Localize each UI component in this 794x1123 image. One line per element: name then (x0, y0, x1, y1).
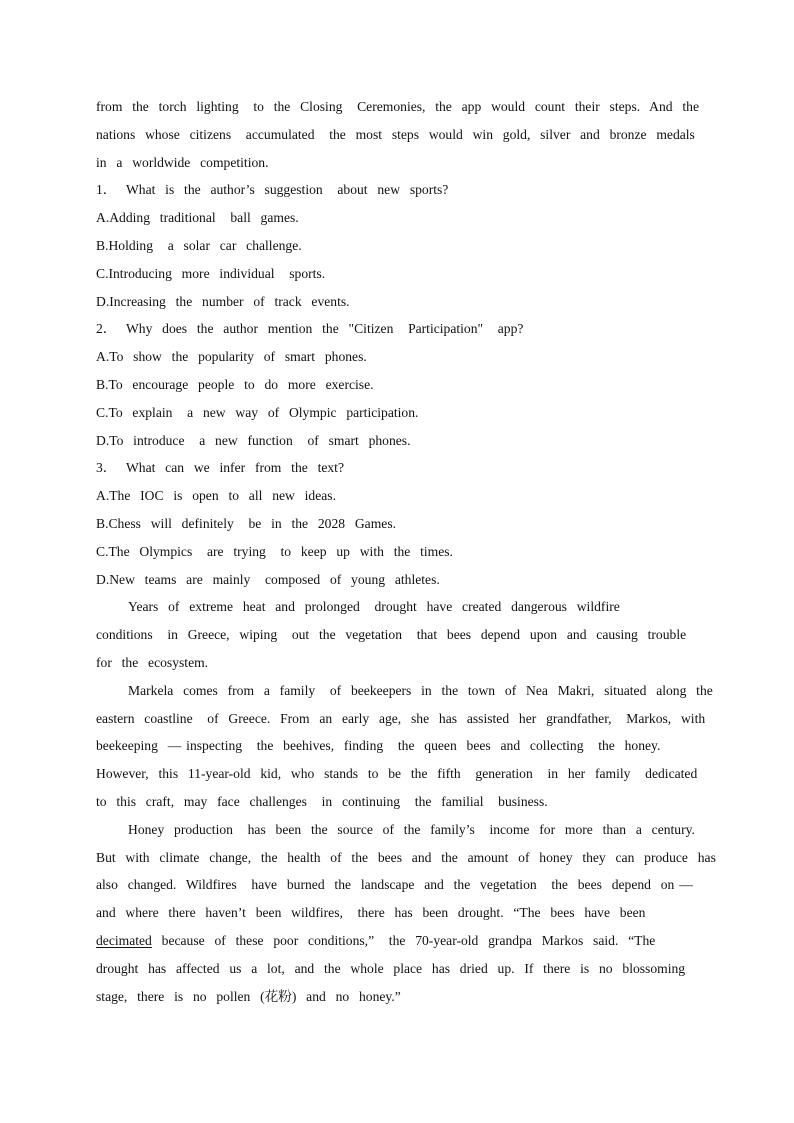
document-page (96, 93, 716, 1010)
question-stem: 3． What can we infer from the text? (96, 460, 344, 476)
option-c: C.The Olympics are trying to keep up with the times. (96, 543, 453, 559)
option-c: C.Introducing more individual sports. (96, 265, 326, 281)
passage1-tail (96, 93, 706, 176)
text-line: and where there haven’t been wildfires, there has been drought. “The bees have been (96, 905, 646, 921)
option-b: B.Holding a solar car challenge. (96, 237, 302, 253)
passage2-paragraph-3 (96, 816, 716, 1011)
text-line: Honey production has been the source of the family’s income for more than a century. (128, 821, 695, 837)
text-line: in a worldwide competition. (96, 154, 269, 170)
question-3 (96, 454, 706, 593)
option-a: A.To show the popularity of smart phones. (96, 349, 367, 365)
text-line: drought has affected us a lot, and the whole place has dried up. If there is no blossoming (96, 960, 686, 976)
text-line: But with climate change, the health of the bees and the amount of honey they can produce has (96, 849, 716, 865)
text-line: However, this 11-year-old kid, who stands to be the fifth generation in her family dedicated (96, 766, 698, 782)
question-2 (96, 315, 706, 454)
text-line: also changed. Wildfires have burned the landscape and the vegetation the bees depend on — (96, 877, 693, 893)
text-line: stage, there is no pollen (花粉) and no honey.” (96, 988, 401, 1004)
text-line: from the torch lighting to the Closing Ceremonies, the app would count their steps. And the (96, 99, 700, 114)
text-line: beekeeping — inspecting the beehives, finding the queen bees and collecting the honey. (96, 738, 661, 754)
passage2-paragraph-2 (96, 677, 713, 816)
question-1 (96, 176, 706, 315)
question-stem: 2． Why does the author mention the "Citizen Participation" app? (96, 321, 524, 337)
option-a: A.Adding traditional ball games. (96, 210, 299, 226)
text-line: nations whose citizens accumulated the most steps would win gold, silver and bronze medals (96, 126, 695, 142)
option-a: A.The IOC is open to all new ideas. (96, 488, 336, 504)
option-d: D.Increasing the number of track events. (96, 293, 350, 309)
option-d: D.To introduce a new function of smart phones. (96, 432, 411, 448)
text-line-with-underline (96, 927, 706, 955)
text-line: to this craft, may face challenges in continuing the familial business. (96, 793, 548, 809)
question-stem: 1． What is the author’s suggestion about new sports? (96, 182, 449, 198)
option-b: B.Chess will definitely be in the 2028 Games. (96, 515, 397, 531)
option-b: B.To encourage people to do more exercise. (96, 376, 374, 392)
option-c: C.To explain a new way of Olympic participation. (96, 404, 419, 420)
option-d: D.New teams are mainly composed of young athletes. (96, 571, 440, 587)
passage2-paragraph-1 (96, 593, 706, 676)
text-line: conditions in Greece, wiping out the vegetation that bees depend upon and causing trouble (96, 627, 687, 643)
text-line: Years of extreme heat and prolonged drought have created dangerous wildfire (128, 599, 620, 615)
text-fragment: because of these poor conditions,” the 70-year-old grandpa Markos said. “The (151, 932, 656, 948)
underlined-word: decimated (96, 932, 152, 948)
text-line: Markela comes from a family of beekeepers in the town of Nea Makri, situated along the (128, 682, 713, 698)
text-line: for the ecosystem. (96, 654, 209, 670)
text-line: eastern coastline of Greece. From an early age, she has assisted her grandfather, Markos, with (96, 710, 706, 726)
